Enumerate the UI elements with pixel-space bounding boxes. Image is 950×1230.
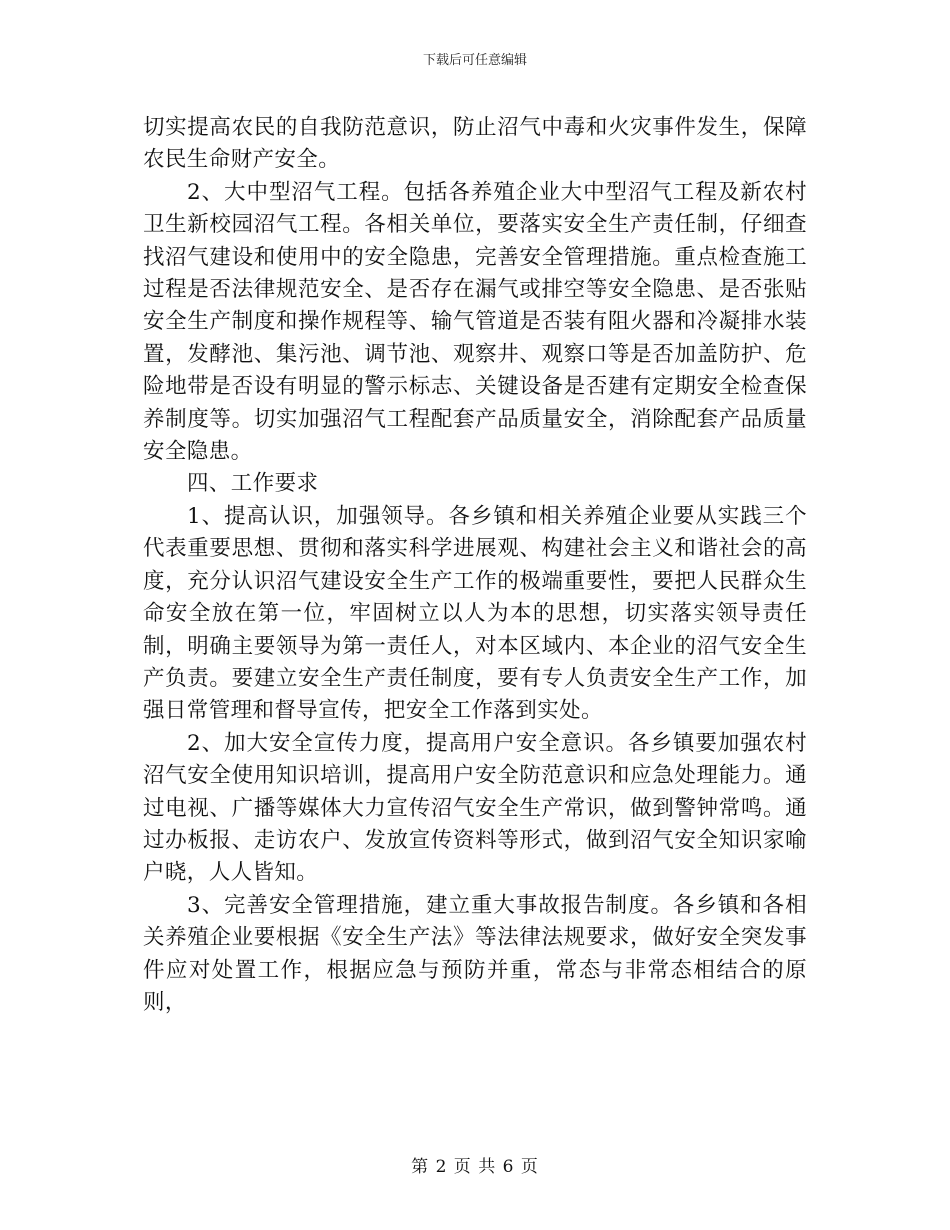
section-heading-work-requirements: 四、工作要求	[187, 471, 319, 497]
page-number: 第 2 页 共 6 页	[411, 1157, 539, 1177]
document-body	[143, 112, 807, 1019]
paragraph-biogas-projects: 2、大中型沼气工程。包括各养殖企业大中型沼气工程及新农村卫生新校园沼气工程。各相关单位，要落实安全生产责任制，仔细查找沼气建设和使用中的安全隐患，完善安全管理措施。重点检查施工过程是否法律规范安全、是否存在漏气或排空等安全隐患、是否张贴安全生产制度和操作规程等、输气管道是否装有阻火器和冷凝排水装置，发酵池、集污池、调节池、观察井、观察口等是否加盖防护、危险地带是否设有明显的警示标志、关键设备是否建有定期安全检查保养制度等。切实加强沼气工程配套产品质量安全，消除配套产品质量安全隐患。	[143, 179, 807, 465]
paragraph-safety-management: 3、完善安全管理措施，建立重大事故报告制度。各乡镇和各相关养殖企业要根据《安全生产法》等法律法规要求，做好安全突发事件应对处置工作，根据应急与预防并重，常态与非常态相结合的原则，	[143, 892, 807, 1015]
paragraph-leadership: 1、提高认识，加强领导。各乡镇和相关养殖企业要从实践三个代表重要思想、贯彻和落实科学进展观、构建社会主义和谐社会的高度，充分认识沼气建设安全生产工作的极端重要性，要把人民群众生命安全放在第一位，牢固树立以人为本的思想，切实落实领导责任制，明确主要领导为第一责任人，对本区域内、本企业的沼气安全生产负责。要建立安全生产责任制度，要有专人负责安全生产工作，加强日常管理和督导宣传，把安全工作落到实处。	[143, 503, 807, 724]
paragraph-continuation: 切实提高农民的自我防范意识，防止沼气中毒和火灾事件发生，保障农民生命财产安全。	[143, 115, 807, 173]
header-note: 下载后可任意编辑	[422, 53, 527, 68]
paragraph-safety-publicity: 2、加大安全宣传力度，提高用户安全意识。各乡镇要加强农村沼气安全使用知识培训，提高用户安全防范意识和应急处理能力。通过电视、广播等媒体大力宣传沼气安全生产常识，做到警钟常鸣。通过办板报、走访农户、发放宣传资料等形式，做到沼气安全知识家喻户晓，人人皆知。	[143, 730, 807, 886]
